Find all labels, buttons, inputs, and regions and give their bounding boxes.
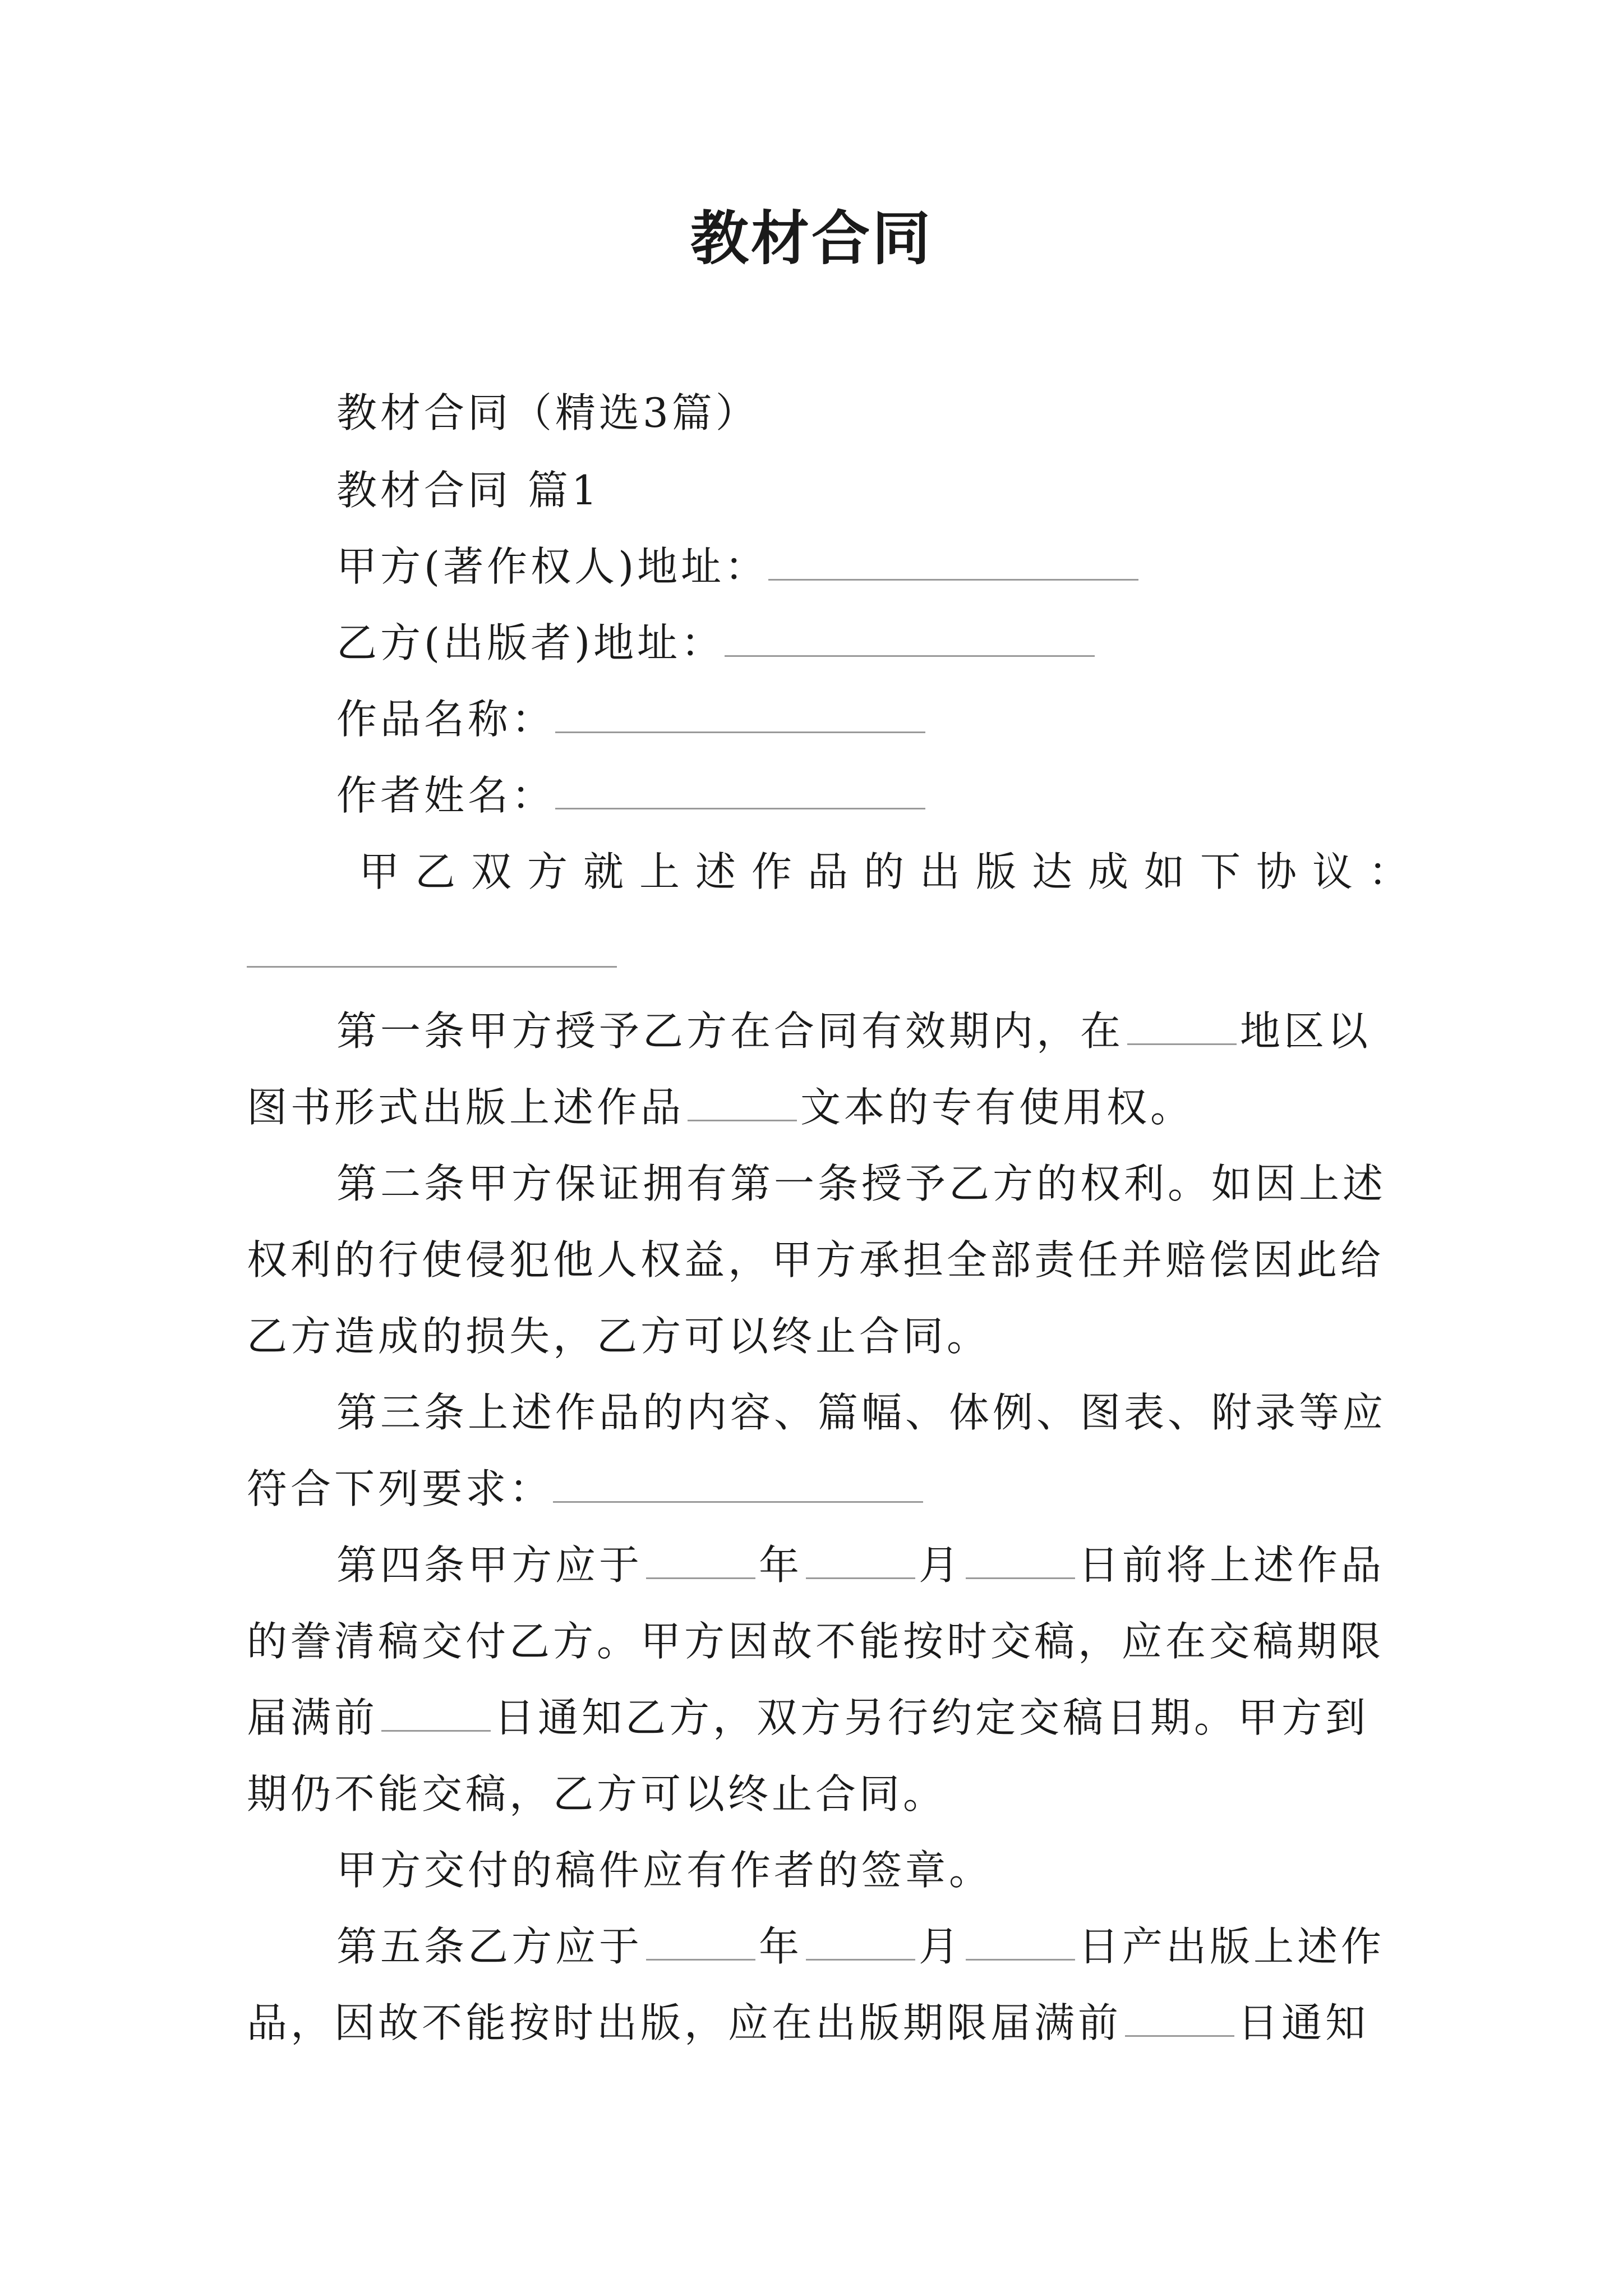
year-label: 年	[759, 1542, 803, 1589]
article-4-line-2: 的誊清稿交付乙方。甲方因故不能按时交稿，应在交稿期限	[247, 1618, 1385, 1665]
article-1-text-b: 地区以	[1240, 1007, 1372, 1055]
article-1-text-c: 图书形式出版上述作品	[247, 1084, 685, 1131]
article-5-line-1	[336, 1918, 1385, 1975]
document-title: 教材合同	[690, 204, 933, 273]
pub-year-label: 年	[759, 1923, 803, 1970]
article-1-text-a: 第一条甲方授予乙方在合同有效期内，在	[336, 1007, 1124, 1055]
author-name	[336, 767, 1380, 823]
text-type-blank	[688, 1085, 797, 1121]
article-4-text-b: 日前将上述作品	[1078, 1542, 1385, 1589]
article-1-text-d: 文本的专有使用权。	[800, 1084, 1195, 1131]
party-a-address-blank	[768, 544, 1138, 581]
article-5-text-b: 日产出版上述作	[1078, 1923, 1385, 1970]
notice-days-blank	[381, 1695, 491, 1732]
work-name-label: 作品名称：	[336, 696, 556, 743]
article-1-line-2	[247, 1079, 1380, 1135]
article-5-text-d: 日通知	[1238, 1999, 1370, 2046]
region-blank	[1127, 1009, 1237, 1045]
work-name	[336, 691, 1380, 747]
article-3-line-2	[247, 1461, 1380, 1517]
article-2-line-3: 乙方造成的损失，乙方可以终止合同。	[247, 1313, 991, 1360]
pub-notice-days-blank	[1125, 2000, 1234, 2037]
author-name-blank	[555, 773, 925, 809]
party-a-label: 甲方(著作权人)地址：	[336, 543, 769, 590]
article-4-text-a: 第四条甲方应于	[336, 1542, 643, 1589]
requirements-blank	[553, 1466, 923, 1503]
subtitle: 教材合同（精选3篇）	[336, 389, 759, 436]
work-name-blank	[555, 697, 925, 733]
agreement-intro: 甲乙双方就上述作品的出版达成如下协议：	[359, 848, 1425, 895]
article-4-line-3	[247, 1690, 1380, 1746]
month-blank	[806, 1543, 915, 1579]
article-5-text-a: 第五条乙方应于	[336, 1923, 643, 1970]
party-b-address-blank	[725, 620, 1095, 657]
article-4-line-4: 期仍不能交稿，乙方可以终止合同。	[247, 1770, 947, 1818]
party-a-address	[336, 539, 1380, 595]
pub-month-label: 月	[919, 1923, 963, 1970]
author-name-label: 作者姓名：	[336, 772, 556, 819]
article-2-line-2: 权利的行使侵犯他人权益，甲方承担全部责任并赔偿因此给	[247, 1236, 1385, 1283]
signature-note: 甲方交付的稿件应有作者的签章。	[336, 1847, 993, 1894]
article-5-text-c: 品，因故不能按时出版，应在出版期限届满前	[247, 1999, 1122, 2046]
article-1-line-1	[336, 1003, 1380, 1059]
day-blank	[966, 1543, 1075, 1579]
article-3-line-1: 第三条上述作品的内容、篇幅、体例、图表、附录等应	[336, 1389, 1387, 1436]
party-b-label: 乙方(出版者)地址：	[336, 619, 725, 666]
article-4-text-c: 届满前	[247, 1694, 379, 1741]
article-3-text: 符合下列要求：	[247, 1465, 554, 1512]
article-2-line-1: 第二条甲方保证拥有第一条授予乙方的权利。如因上述	[336, 1160, 1387, 1207]
agreement-blank	[247, 966, 617, 968]
month-label: 月	[919, 1542, 963, 1589]
article-4-line-1	[336, 1537, 1385, 1593]
pub-day-blank	[966, 1924, 1075, 1961]
pub-month-blank	[806, 1924, 915, 1961]
article-5-line-2	[247, 1995, 1380, 2051]
article-4-text-d: 日通知乙方，双方另行约定交稿日期。甲方到	[494, 1694, 1370, 1741]
pub-year-blank	[646, 1924, 755, 1961]
year-blank	[646, 1543, 755, 1579]
party-b-address	[336, 615, 1380, 671]
part-heading: 教材合同 篇1	[336, 467, 601, 514]
